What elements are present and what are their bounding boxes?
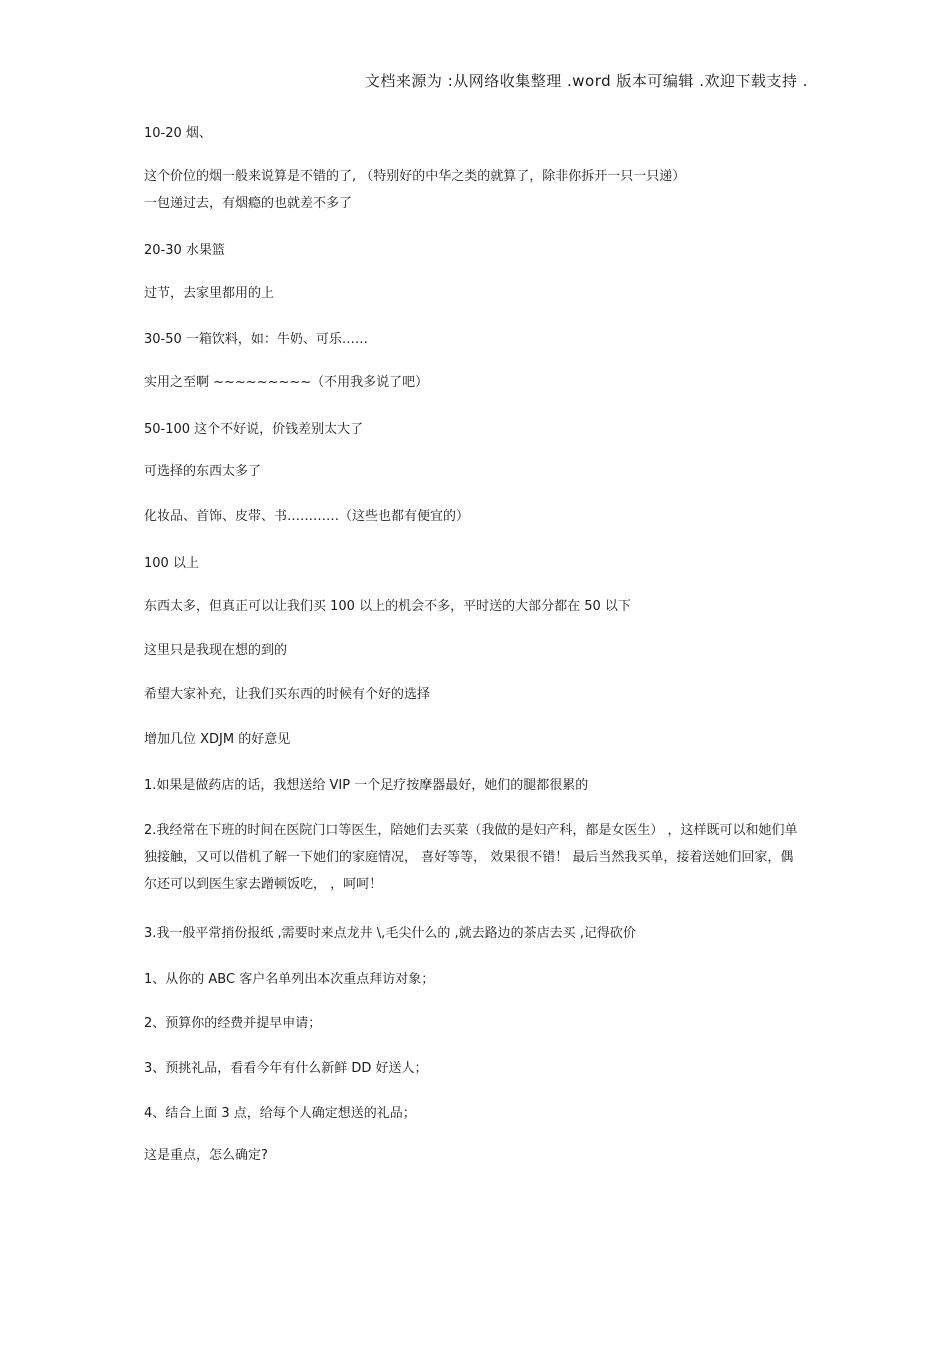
list-item: 3、预挑礼品，看看今年有什么新鲜 DD 好送人； (144, 1061, 428, 1076)
paragraph: 3.我一般平常捎份报纸 ,需要时来点龙井 \,毛尖什么的 ,就去路边的茶店去买 ,记得砍价 (144, 926, 636, 941)
paragraph: 这里只是我现在想的到的 (144, 643, 288, 658)
paragraph: 可选择的东西太多了 (144, 464, 262, 479)
list-item: 1、从你的 ABC 客户名单列出本次重点拜访对象； (144, 972, 435, 987)
paragraph: 2.我经常在下班的时间在医院门口等医生，陪她们去买菜（我做的是妇产科，都是女医生） ，这样既可以和她们单独接触，又可以借机了解一下她们的家庭情况， 喜好等等， 效果很不错！ 最后当然我买单，接着送她们回家，偶尔还可以到医生家去蹭顿饭吃， ，呵呵！ (144, 823, 798, 892)
paragraph: 化妆品、首饰、皮带、书…………（这些也都有便宜的） (144, 509, 470, 524)
paragraph: 这是重点，怎么确定? (144, 1148, 268, 1163)
paragraph: 100 以上 (144, 556, 199, 571)
paragraph: 50-100 这个不好说，价钱差别太大了 (144, 422, 364, 437)
paragraph: 过节，去家里都用的上 (144, 286, 275, 301)
paragraph: 一包递过去，有烟瘾的也就差不多了 (144, 196, 353, 211)
paragraph: 增加几位 XDJM 的好意见 (144, 732, 291, 747)
list-item: 4、结合上面 3 点，给每个人确定想送的礼品； (144, 1106, 416, 1121)
paragraph: 10-20 烟、 (144, 126, 212, 141)
list-item: 2、预算你的经费并提早申请； (144, 1016, 322, 1031)
paragraph: 20-30 水果篮 (144, 243, 225, 258)
paragraph: 实用之至啊 ~~~~~~~~~（不用我多说了吧） (144, 375, 429, 390)
paragraph: 这个价位的烟一般来说算是不错的了, （特别好的中华之类的就算了，除非你拆开一只一只递） (144, 169, 686, 184)
page-header: 文档来源为 :从网络收集整理 .word 版本可编辑 .欢迎下载支持 . (364, 72, 808, 90)
paragraph: 东西太多，但真正可以让我们买 100 以上的机会不多，平时送的大部分都在 50 以下 (144, 599, 631, 614)
paragraph: 希望大家补充，让我们买东西的时候有个好的选择 (144, 687, 431, 702)
paragraph: 30-50 一箱饮料，如：牛奶、可乐…… (144, 332, 368, 347)
paragraph: 1.如果是做药店的话，我想送给 VIP 一个足疗按摩器最好，她们的腿都很累的 (144, 778, 589, 793)
